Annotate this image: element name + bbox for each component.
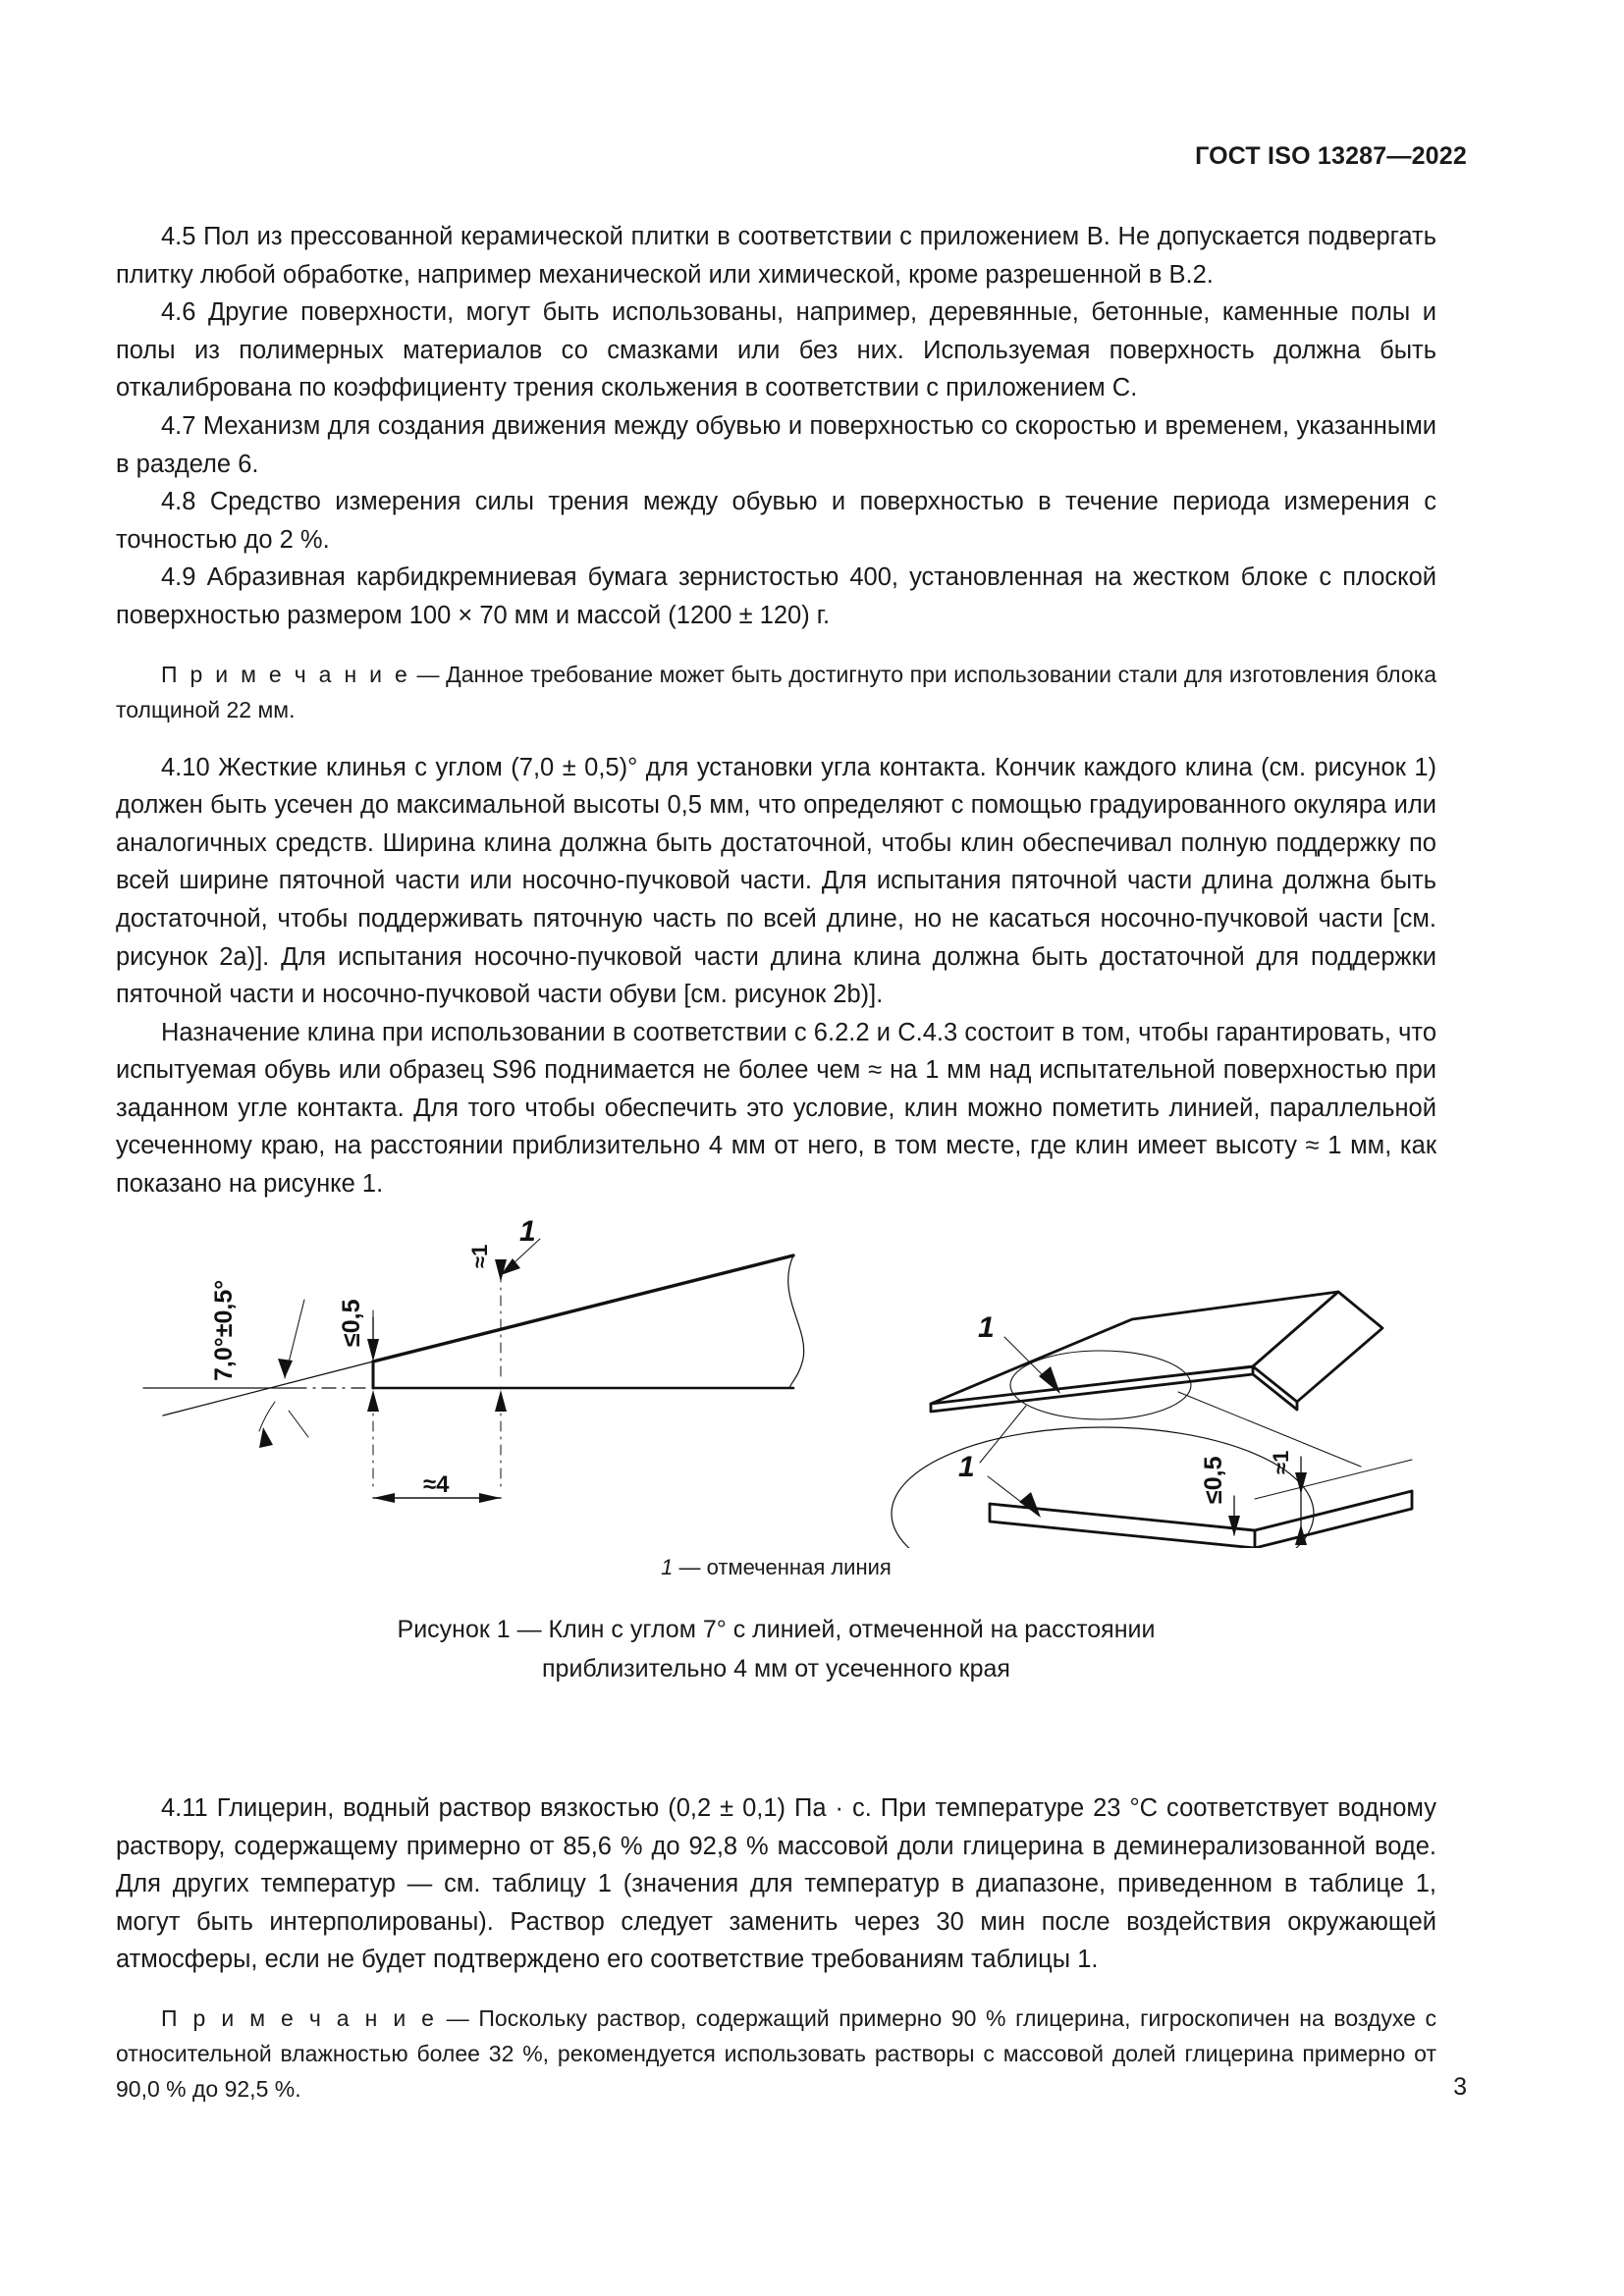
angle-leader-line-2 [289, 1411, 308, 1437]
figure-1-caption-line-2: приблизительно 4 мм от усеченного края [542, 1655, 1010, 1682]
paragraph-4-10-continuation: Назначение клина при использовании в соответствии с 6.2.2 и С.4.3 состоит в том, чтобы гарантировать, что испытуемая обувь или образец S96 поднимается не более чем ≈ на 1 мм над испытательной поверхностью при заданном угле контакта. Для того чтобы обеспечить это условие, клин можно пометить линией, параллельной усеченному краю, на расстоянии приблизительно 4 мм от него, в том месте, где клин имеет высоту ≈ 1 мм, как показано на рисунке 1. [116, 1018, 1436, 1199]
label-iso-height-max: ≤0,5 [1200, 1456, 1227, 1504]
figure-1-caption-line-1: Рисунок 1 — Клин с углом 7° с линией, отмеченной на расстоянии [397, 1616, 1156, 1643]
angle-arc [259, 1402, 275, 1431]
break-line-wedge [788, 1255, 804, 1388]
arrowheads-right [1019, 1366, 1307, 1545]
paragraph-4-8: 4.8 Средство измерения силы трения между обувью и поверхностью в течение периода измерения с точностью до 2 %. [116, 488, 1436, 554]
wedge-upper-edge [373, 1255, 793, 1362]
iso-top-plate [931, 1292, 1382, 1412]
figure-1 [116, 1209, 1436, 1730]
spacer [116, 727, 1436, 749]
note-2-label: П р и м е ч а н и е [161, 2004, 438, 2031]
label-angle: 7,0°±0,5° [210, 1279, 238, 1381]
label-marker-1-iso-top: 1 [978, 1311, 995, 1344]
document-body [116, 218, 1436, 1203]
figure-1-caption [116, 1610, 1436, 1688]
page-header-standard-title: ГОСТ ISO 13287—2022 [1195, 142, 1467, 170]
note-1-label: П р и м е ч а н и е [161, 661, 410, 687]
label-iso-height-approx-1: ≈1 [1269, 1450, 1293, 1474]
label-marker-1-iso-bottom: 1 [958, 1451, 975, 1483]
label-height-max: ≤0,5 [338, 1299, 365, 1347]
label-marker-1-left: 1 [519, 1215, 536, 1248]
paragraph-4-7: 4.7 Механизм для создания движения между обувью и поверхностью со скоростью и временем, указанными в разделе 6. [116, 411, 1436, 478]
spacer [116, 1979, 1436, 2001]
label-distance-4: ≈4 [423, 1471, 450, 1498]
note-2 [116, 2001, 1436, 2107]
note-1-text: — Данное требование может быть достигнуто при использовании стали для изготовления блока толщиной 22 мм. [116, 661, 1436, 722]
figure-1-drawing [116, 1209, 1436, 1548]
figure-1-legend [116, 1555, 1436, 1580]
label-height-approx-1: ≈1 [467, 1244, 492, 1268]
note-1 [116, 657, 1436, 727]
paragraph-4-6: 4.6 Другие поверхности, могут быть использованы, например, деревянные, бетонные, каменные полы и полы из полимерных материалов со смазками или без них. Используемая поверхность должна быть откалибрована по коэффициенту трения скольжения в соответствии с приложением С. [116, 298, 1436, 402]
page-number: 3 [1453, 2073, 1467, 2101]
paragraph-4-5: 4.5 Пол из прессованной керамической плитки в соответствии с приложением В. Не допускается подвергать плитку любой обработке, например механической или химической, кроме разрешенной в В.2. [116, 223, 1436, 289]
document-body-lower [116, 1789, 1436, 2107]
paragraph-4-11: 4.11 Глицерин, водный раствор вязкостью (0,2 ± 0,1) Па · с. При температуре 23 °С соответствует водному раствору, содержащему примерно от 85,6 % до 92,8 % массовой доли глицерина в деминерализованной воде. Для других температур — см. таблицу 1 (значения для температур в диапазоне, приведенном в таблице 1, могут быть интерполированы). Раствор следует заменить через 30 мин после воздействия окружающей атмосферы, если не будет подтверждено его соответствие требованиям таблицы 1. [116, 1794, 1436, 1974]
paragraph-4-9: 4.9 Абразивная карбидкремниевая бумага зернистостью 400, установленная на жестком блоке с плоской поверхностью размером 100 × 70 мм и массой (1200 ± 120) г. [116, 563, 1436, 629]
spacer [116, 635, 1436, 657]
figure-1-legend-number: 1 [661, 1555, 674, 1579]
note-2-text: — Поскольку раствор, содержащий примерно 90 % глицерина, гигроскопичен на воздухе с относительной влажностью более 32 %, рекомендуется использовать растворы с массовой долей глицерина примерно от 90,0 % до 92,5 %. [116, 2004, 1436, 2102]
paragraph-4-10: 4.10 Жесткие клинья с углом (7,0 ± 0,5)° для установки угла контакта. Кончик каждого клина (см. рисунок 1) должен быть усечен до максимальной высоты 0,5 мм, что определяют с помощью градуированного окуляра или аналогичных средств. Ширина клина должна быть достаточной, чтобы клин обеспечивал полную поддержку по всей ширине пяточной части или носочно-пучковой части. Для испытания пяточной части длина должна быть достаточной, чтобы поддерживать пяточную часть по всей длине, но не касаться носочно-пучковой части [см. рисунок 2a)]. Для испытания носочно-пучковой части длина клина должна быть достаточной для поддержки пяточной части и носочно-пучковой части обуви [см. рисунок 2b)]. [116, 753, 1436, 1009]
figure-1-legend-text: — отмеченная линия [673, 1555, 892, 1579]
